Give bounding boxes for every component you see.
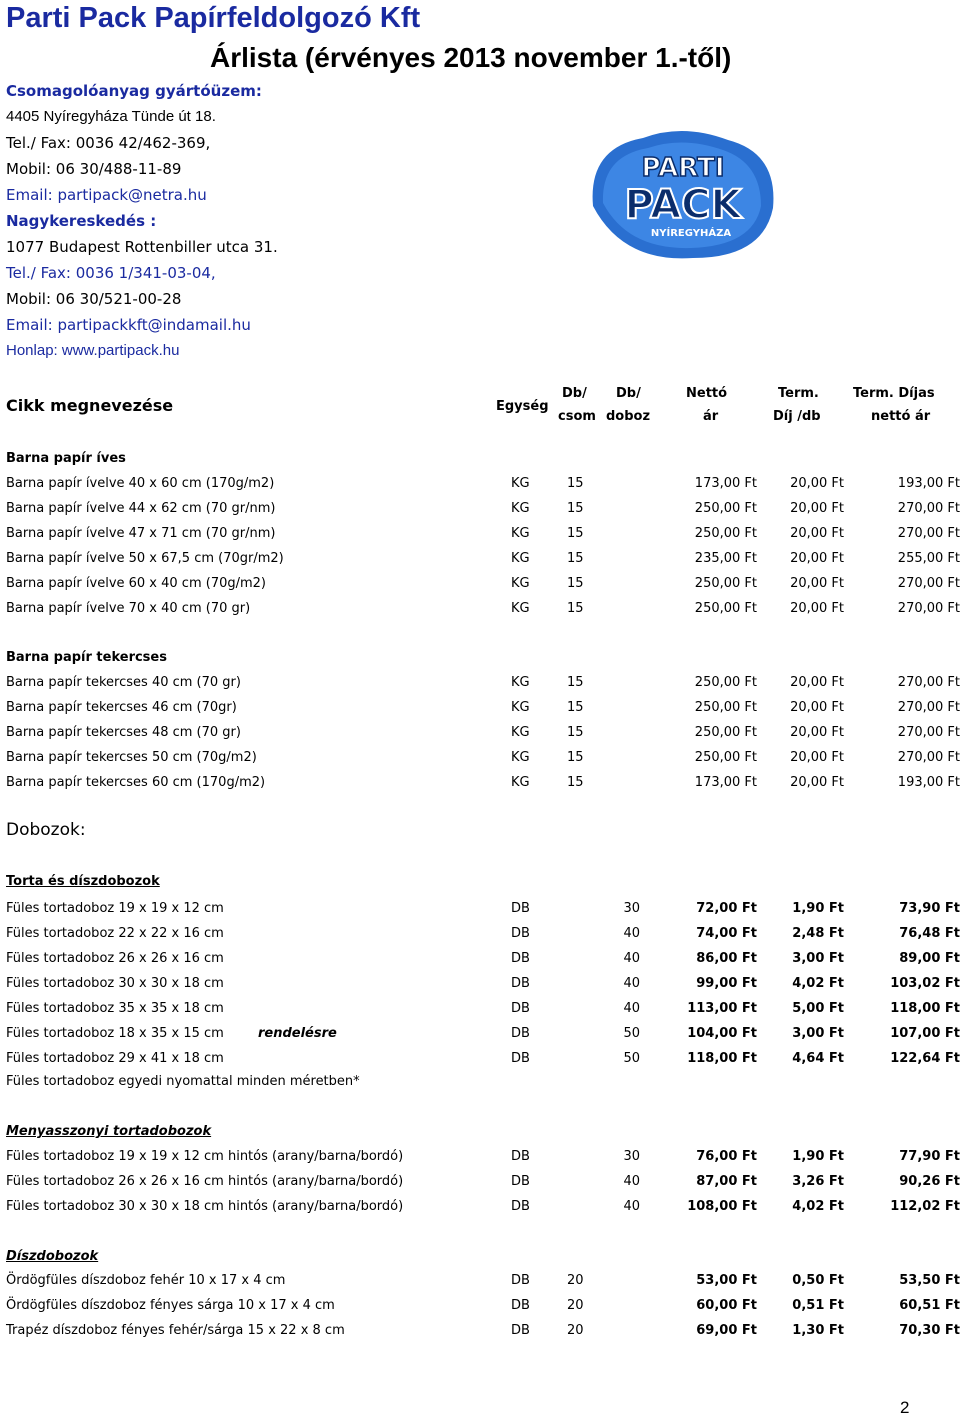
item-net-price: 118,00 Ft bbox=[687, 1051, 757, 1066]
item-product-fee: 20,00 Ft bbox=[790, 526, 844, 541]
table-row bbox=[0, 1293, 960, 1318]
item-db-per-pack: 20 bbox=[567, 1298, 584, 1313]
header-term-2: Díj /db bbox=[773, 409, 821, 424]
item-db-per-box: 30 bbox=[623, 1149, 640, 1164]
item-net-price: 69,00 Ft bbox=[696, 1323, 757, 1338]
header-netto-1: Nettó bbox=[686, 386, 728, 401]
header-db-doboz-2: doboz bbox=[606, 409, 651, 424]
item-total-price: 76,48 Ft bbox=[899, 926, 960, 941]
item-total-price: 107,00 Ft bbox=[890, 1026, 960, 1041]
item-unit: DB bbox=[511, 976, 530, 991]
item-name: Barna papír ívelve 60 x 40 cm (70g/m2) bbox=[6, 576, 267, 591]
item-unit: KG bbox=[511, 700, 530, 715]
item-net-price: 99,00 Ft bbox=[696, 976, 757, 991]
item-product-fee: 20,00 Ft bbox=[790, 601, 844, 616]
item-product-fee: 2,48 Ft bbox=[792, 926, 844, 941]
item-db-per-box: 50 bbox=[623, 1026, 640, 1041]
item-net-price: 250,00 Ft bbox=[694, 700, 757, 715]
item-total-price: 77,90 Ft bbox=[899, 1149, 960, 1164]
table-row bbox=[0, 1144, 960, 1169]
item-db-per-pack: 20 bbox=[567, 1273, 584, 1288]
header-unit: Egység bbox=[496, 399, 549, 414]
item-total-price: 89,00 Ft bbox=[899, 951, 960, 966]
item-product-fee: 20,00 Ft bbox=[790, 750, 844, 765]
factory-address: 4405 Nyíregyháza Tünde út 18. bbox=[6, 108, 216, 125]
torta-note: Füles tortadoboz egyedi nyomattal minden méretben* bbox=[6, 1074, 360, 1089]
item-product-fee: 5,00 Ft bbox=[792, 1001, 844, 1016]
item-unit: DB bbox=[511, 1174, 530, 1189]
factory-email[interactable]: Email: partipack@netra.hu bbox=[6, 186, 207, 204]
wholesale-email[interactable]: Email: partipackkft@indamail.hu bbox=[6, 316, 251, 334]
item-total-price: 255,00 Ft bbox=[897, 551, 960, 566]
item-unit: KG bbox=[511, 526, 530, 541]
item-product-fee: 1,90 Ft bbox=[792, 901, 844, 916]
item-total-price: 270,00 Ft bbox=[897, 576, 960, 591]
wholesale-label: Nagykereskedés : bbox=[6, 212, 157, 230]
item-db-per-pack: 15 bbox=[567, 601, 584, 616]
item-product-fee: 3,26 Ft bbox=[792, 1174, 844, 1189]
item-net-price: 250,00 Ft bbox=[694, 501, 757, 516]
item-net-price: 60,00 Ft bbox=[696, 1298, 757, 1313]
item-total-price: 60,51 Ft bbox=[899, 1298, 960, 1313]
item-unit: DB bbox=[511, 1001, 530, 1016]
item-unit: KG bbox=[511, 576, 530, 591]
item-total-price: 70,30 Ft bbox=[899, 1323, 960, 1338]
item-db-per-box: 40 bbox=[623, 926, 640, 941]
item-net-price: 250,00 Ft bbox=[694, 725, 757, 740]
item-product-fee: 20,00 Ft bbox=[790, 775, 844, 790]
table-row bbox=[0, 1194, 960, 1219]
item-db-per-box: 40 bbox=[623, 976, 640, 991]
item-net-price: 235,00 Ft bbox=[694, 551, 757, 566]
wholesale-mobile: Mobil: 06 30/521-00-28 bbox=[6, 290, 182, 308]
item-total-price: 270,00 Ft bbox=[897, 601, 960, 616]
table-row bbox=[0, 596, 960, 621]
item-net-price: 104,00 Ft bbox=[687, 1026, 757, 1041]
item-product-fee: 20,00 Ft bbox=[790, 501, 844, 516]
item-total-price: 270,00 Ft bbox=[897, 526, 960, 541]
logo-line2: PACK bbox=[624, 182, 742, 228]
item-name: Füles tortadoboz 19 x 19 x 12 cm bbox=[6, 901, 224, 916]
table-row bbox=[0, 921, 960, 946]
item-total-price: 73,90 Ft bbox=[899, 901, 960, 916]
item-unit: DB bbox=[511, 926, 530, 941]
item-name: Barna papír tekercses 60 cm (170g/m2) bbox=[6, 775, 266, 790]
item-total-price: 270,00 Ft bbox=[897, 725, 960, 740]
header-db-csom-2: csom bbox=[558, 409, 596, 424]
table-row bbox=[0, 1268, 960, 1293]
item-net-price: 250,00 Ft bbox=[694, 601, 757, 616]
section-title-diszdobozok: Díszdobozok bbox=[6, 1249, 99, 1264]
item-db-per-pack: 15 bbox=[567, 526, 584, 541]
item-product-fee: 20,00 Ft bbox=[790, 725, 844, 740]
item-name: Barna papír ívelve 50 x 67,5 cm (70gr/m2) bbox=[6, 551, 284, 566]
item-name: Füles tortadoboz 30 x 30 x 18 cm bbox=[6, 976, 224, 991]
item-name: Füles tortadoboz 29 x 41 x 18 cm bbox=[6, 1051, 224, 1066]
item-unit: DB bbox=[511, 951, 530, 966]
item-name: Ördögfüles díszdoboz fehér 10 x 17 x 4 cm bbox=[6, 1273, 286, 1288]
table-row bbox=[0, 546, 960, 571]
item-name: Füles tortadoboz 22 x 22 x 16 cm bbox=[6, 926, 224, 941]
item-product-fee: 3,00 Ft bbox=[792, 1026, 844, 1041]
item-product-fee: 0,50 Ft bbox=[792, 1273, 844, 1288]
homepage-link[interactable]: Honlap: www.partipack.hu bbox=[6, 342, 180, 359]
item-db-per-box: 40 bbox=[623, 1174, 640, 1189]
header-netto-2: ár bbox=[703, 409, 719, 424]
item-net-price: 173,00 Ft bbox=[694, 775, 757, 790]
logo-line3: NYÍREGYHÁZA bbox=[650, 228, 732, 239]
item-db-per-pack: 15 bbox=[567, 675, 584, 690]
item-product-fee: 20,00 Ft bbox=[790, 476, 844, 491]
item-name: Barna papír tekercses 40 cm (70 gr) bbox=[6, 675, 241, 690]
header-total-1: Term. Díjas bbox=[853, 386, 935, 401]
item-note: rendelésre bbox=[258, 1026, 337, 1041]
price-list-title: Árlista (érvényes 2013 november 1.-től) bbox=[210, 42, 732, 73]
item-unit: DB bbox=[511, 1051, 530, 1066]
item-total-price: 90,26 Ft bbox=[899, 1174, 960, 1189]
item-net-price: 53,00 Ft bbox=[696, 1273, 757, 1288]
section-title-dobozok: Dobozok: bbox=[6, 820, 86, 840]
item-name: Barna papír tekercses 50 cm (70g/m2) bbox=[6, 750, 257, 765]
item-net-price: 250,00 Ft bbox=[694, 750, 757, 765]
table-row bbox=[0, 996, 960, 1021]
item-unit: KG bbox=[511, 775, 530, 790]
table-row bbox=[0, 521, 960, 546]
section-title-barna-ives: Barna papír íves bbox=[6, 451, 126, 466]
item-unit: KG bbox=[511, 601, 530, 616]
item-name: Barna papír ívelve 40 x 60 cm (170g/m2) bbox=[6, 476, 275, 491]
item-total-price: 270,00 Ft bbox=[897, 750, 960, 765]
item-net-price: 250,00 Ft bbox=[694, 576, 757, 591]
table-row bbox=[0, 745, 960, 770]
table-row bbox=[0, 1021, 960, 1046]
table-row bbox=[0, 770, 960, 795]
item-unit: KG bbox=[511, 725, 530, 740]
section-title-barna-tekercses: Barna papír tekercses bbox=[6, 650, 167, 665]
item-db-per-pack: 15 bbox=[567, 775, 584, 790]
item-unit: KG bbox=[511, 675, 530, 690]
item-db-per-pack: 15 bbox=[567, 700, 584, 715]
table-row bbox=[0, 1318, 960, 1343]
item-product-fee: 1,90 Ft bbox=[792, 1149, 844, 1164]
item-total-price: 270,00 Ft bbox=[897, 675, 960, 690]
item-total-price: 103,02 Ft bbox=[890, 976, 960, 991]
item-name: Trapéz díszdoboz fényes fehér/sárga 15 x 22 x 8 cm bbox=[6, 1323, 345, 1338]
item-name: Füles tortadoboz 18 x 35 x 15 cm bbox=[6, 1026, 224, 1041]
item-name: Barna papír tekercses 48 cm (70 gr) bbox=[6, 725, 241, 740]
table-row bbox=[0, 1169, 960, 1194]
wholesale-address: 1077 Budapest Rottenbiller utca 31. bbox=[6, 238, 278, 256]
item-name: Füles tortadoboz 30 x 30 x 18 cm hintós (arany/barna/bordó) bbox=[6, 1199, 404, 1214]
item-db-per-box: 40 bbox=[623, 1001, 640, 1016]
header-total-2: nettó ár bbox=[871, 409, 931, 424]
item-product-fee: 20,00 Ft bbox=[790, 675, 844, 690]
item-db-per-pack: 15 bbox=[567, 725, 584, 740]
item-net-price: 250,00 Ft bbox=[694, 526, 757, 541]
logo-line1: PARTI bbox=[641, 153, 725, 183]
header-name: Cikk megnevezése bbox=[6, 396, 174, 415]
table-row bbox=[0, 471, 960, 496]
table-row bbox=[0, 720, 960, 745]
item-unit: DB bbox=[511, 1273, 530, 1288]
item-net-price: 76,00 Ft bbox=[696, 1149, 757, 1164]
item-total-price: 118,00 Ft bbox=[890, 1001, 960, 1016]
item-name: Füles tortadoboz 26 x 26 x 16 cm bbox=[6, 951, 224, 966]
item-net-price: 87,00 Ft bbox=[696, 1174, 757, 1189]
item-product-fee: 0,51 Ft bbox=[792, 1298, 844, 1313]
item-unit: KG bbox=[511, 476, 530, 491]
item-db-per-pack: 15 bbox=[567, 750, 584, 765]
page-number: 2 bbox=[900, 1398, 910, 1417]
item-total-price: 270,00 Ft bbox=[897, 700, 960, 715]
item-product-fee: 20,00 Ft bbox=[790, 551, 844, 566]
item-unit: KG bbox=[511, 501, 530, 516]
item-db-per-box: 40 bbox=[623, 951, 640, 966]
item-unit: KG bbox=[511, 551, 530, 566]
item-net-price: 86,00 Ft bbox=[696, 951, 757, 966]
item-product-fee: 3,00 Ft bbox=[792, 951, 844, 966]
item-net-price: 250,00 Ft bbox=[694, 675, 757, 690]
header-term-1: Term. bbox=[778, 386, 819, 401]
item-total-price: 122,64 Ft bbox=[890, 1051, 960, 1066]
item-total-price: 112,02 Ft bbox=[890, 1199, 960, 1214]
factory-phone: Tel./ Fax: 0036 42/462-369, bbox=[6, 134, 211, 152]
header-db-csom-1: Db/ bbox=[562, 386, 587, 401]
item-product-fee: 20,00 Ft bbox=[790, 576, 844, 591]
wholesale-phone: Tel./ Fax: 0036 1/341-03-04, bbox=[6, 264, 216, 282]
table-row bbox=[0, 946, 960, 971]
item-name: Füles tortadoboz 26 x 26 x 16 cm hintós (arany/barna/bordó) bbox=[6, 1174, 404, 1189]
item-name: Barna papír ívelve 44 x 62 cm (70 gr/nm) bbox=[6, 501, 276, 516]
company-name: Parti Pack Papírfeldolgozó Kft bbox=[6, 2, 421, 34]
item-total-price: 193,00 Ft bbox=[897, 476, 960, 491]
item-unit: DB bbox=[511, 1199, 530, 1214]
item-total-price: 193,00 Ft bbox=[897, 775, 960, 790]
item-name: Barna papír ívelve 70 x 40 cm (70 gr) bbox=[6, 601, 251, 616]
item-product-fee: 20,00 Ft bbox=[790, 700, 844, 715]
item-db-per-pack: 15 bbox=[567, 551, 584, 566]
item-net-price: 173,00 Ft bbox=[694, 476, 757, 491]
item-net-price: 108,00 Ft bbox=[687, 1199, 757, 1214]
item-total-price: 53,50 Ft bbox=[899, 1273, 960, 1288]
item-unit: DB bbox=[511, 901, 530, 916]
item-net-price: 113,00 Ft bbox=[687, 1001, 757, 1016]
table-row bbox=[0, 1046, 960, 1071]
item-unit: DB bbox=[511, 1298, 530, 1313]
item-unit: KG bbox=[511, 750, 530, 765]
item-product-fee: 1,30 Ft bbox=[792, 1323, 844, 1338]
item-net-price: 74,00 Ft bbox=[696, 926, 757, 941]
item-name: Füles tortadoboz 19 x 19 x 12 cm hintós (arany/barna/bordó) bbox=[6, 1149, 404, 1164]
parti-pack-logo bbox=[583, 118, 783, 268]
item-db-per-pack: 15 bbox=[567, 476, 584, 491]
item-db-per-pack: 15 bbox=[567, 576, 584, 591]
factory-label: Csomagolóanyag gyártóüzem: bbox=[6, 82, 262, 100]
item-net-price: 72,00 Ft bbox=[696, 901, 757, 916]
section-title-torta: Torta és díszdobozok bbox=[6, 874, 160, 889]
item-name: Füles tortadoboz 35 x 35 x 18 cm bbox=[6, 1001, 224, 1016]
table-row bbox=[0, 896, 960, 921]
section-title-menyasszonyi: Menyasszonyi tortadobozok bbox=[6, 1124, 212, 1139]
item-product-fee: 4,02 Ft bbox=[792, 1199, 844, 1214]
item-name: Barna papír ívelve 47 x 71 cm (70 gr/nm) bbox=[6, 526, 276, 541]
item-db-per-box: 50 bbox=[623, 1051, 640, 1066]
header-db-doboz-1: Db/ bbox=[616, 386, 641, 401]
item-db-per-pack: 20 bbox=[567, 1323, 584, 1338]
item-name: Barna papír tekercses 46 cm (70gr) bbox=[6, 700, 237, 715]
item-unit: DB bbox=[511, 1026, 530, 1041]
item-total-price: 270,00 Ft bbox=[897, 501, 960, 516]
table-row bbox=[0, 695, 960, 720]
table-row bbox=[0, 496, 960, 521]
item-unit: DB bbox=[511, 1323, 530, 1338]
item-db-per-box: 30 bbox=[623, 901, 640, 916]
item-name: Ördögfüles díszdoboz fényes sárga 10 x 17 x 4 cm bbox=[6, 1298, 335, 1313]
item-db-per-box: 40 bbox=[623, 1199, 640, 1214]
table-row bbox=[0, 571, 960, 596]
table-row bbox=[0, 670, 960, 695]
item-unit: DB bbox=[511, 1149, 530, 1164]
factory-mobile: Mobil: 06 30/488-11-89 bbox=[6, 160, 182, 178]
item-product-fee: 4,02 Ft bbox=[792, 976, 844, 991]
item-product-fee: 4,64 Ft bbox=[792, 1051, 844, 1066]
item-db-per-pack: 15 bbox=[567, 501, 584, 516]
table-row bbox=[0, 971, 960, 996]
